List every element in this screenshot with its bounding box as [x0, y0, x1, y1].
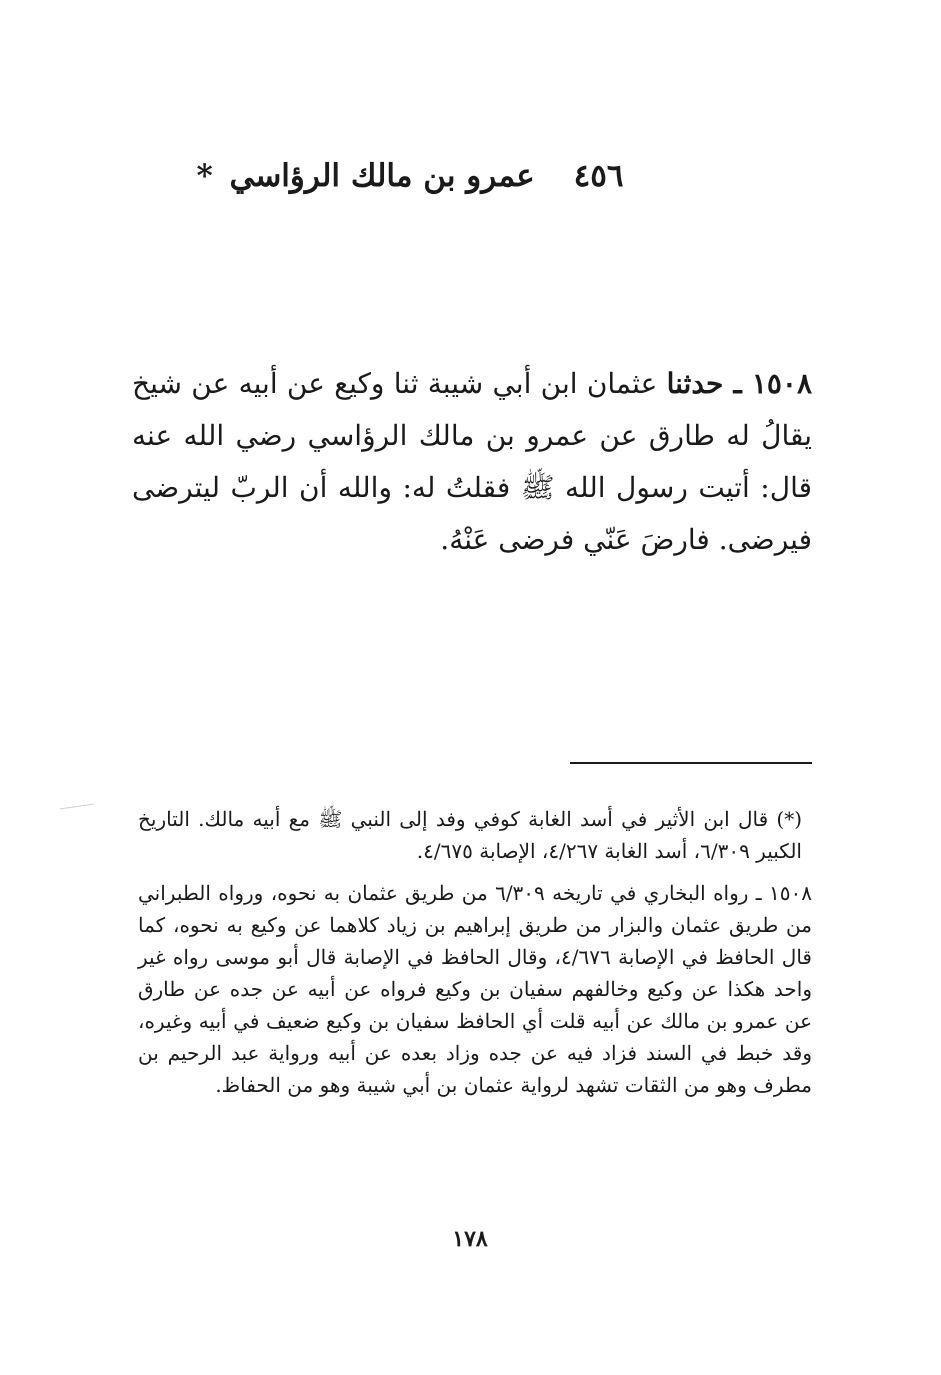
scan-artifact [60, 804, 94, 810]
footnote-hadith: ١٥٠٨ ـ رواه البخاري في تاريخه ٦/٣٠٩ من طريق عثمان به نحوه، ورواه الطبراني من طريق عثمان والبزار من طريق إبراهيم بن زياد كلاهما عن وكيع به نحوه، كما قال الحافظ في الإصابة ٤/٦٧٦، وقال الحافظ في الإصابة قال أبو موسى رواه غير واحد هكذا عن وكيع وخالفهم سفيان بن وكيع فرواه عن أبيه عن جده عن طارق عن عمرو بن مالك عن أبيه قلت أي الحافظ سفيان بن وكيع ضعيف في أبيه وغيره، وقد خبط في السند فزاد فيه عن جده وزاد بعده عن أبيه ورواية عبد الرحيم بن مطرف وهو من الثقات تشهد لرواية عثمان بن أبي شيبة وهو من الحفاظ. [138, 881, 813, 1097]
footnote-narrator [138, 803, 812, 867]
chapter-footnote-marker: * [196, 158, 213, 194]
chapter-number: ٤٥٦ [573, 158, 624, 194]
hadith-text [132, 358, 812, 566]
footnote-narrator-text: قال ابن الأثير في أسد الغابة كوفي وفد إلى النبي ﷺ مع أبيه مالك. التاريخ الكبير ٦/٣٠٩، أسد الغابة ٤/٢٦٧، الإصابة ٤/٦٧٥. [138, 807, 802, 863]
hadith-number-lead: ١٥٠٨ ـ حدثنا [666, 367, 812, 400]
chapter-title [150, 158, 670, 194]
footnote-separator [570, 762, 812, 764]
footnotes [138, 803, 812, 1111]
footnote-star-marker: (*) [776, 807, 802, 831]
page-number: ١٧٨ [452, 1226, 488, 1252]
hadith-body: عثمان ابن أبي شيبة ثنا وكيع عن أبيه عن شيخ يقالُ له طارق عن عمرو بن مالك الرؤاسي رضي الله عنه قال: أتيت رسول الله ﷺ فقلتُ له: والله أن الربّ ليترضى فيرضى. فارضَ عَنّي فرضى عَنْهُ. [132, 367, 812, 556]
chapter-name: عمرو بن مالك الرؤاسي [229, 158, 535, 194]
